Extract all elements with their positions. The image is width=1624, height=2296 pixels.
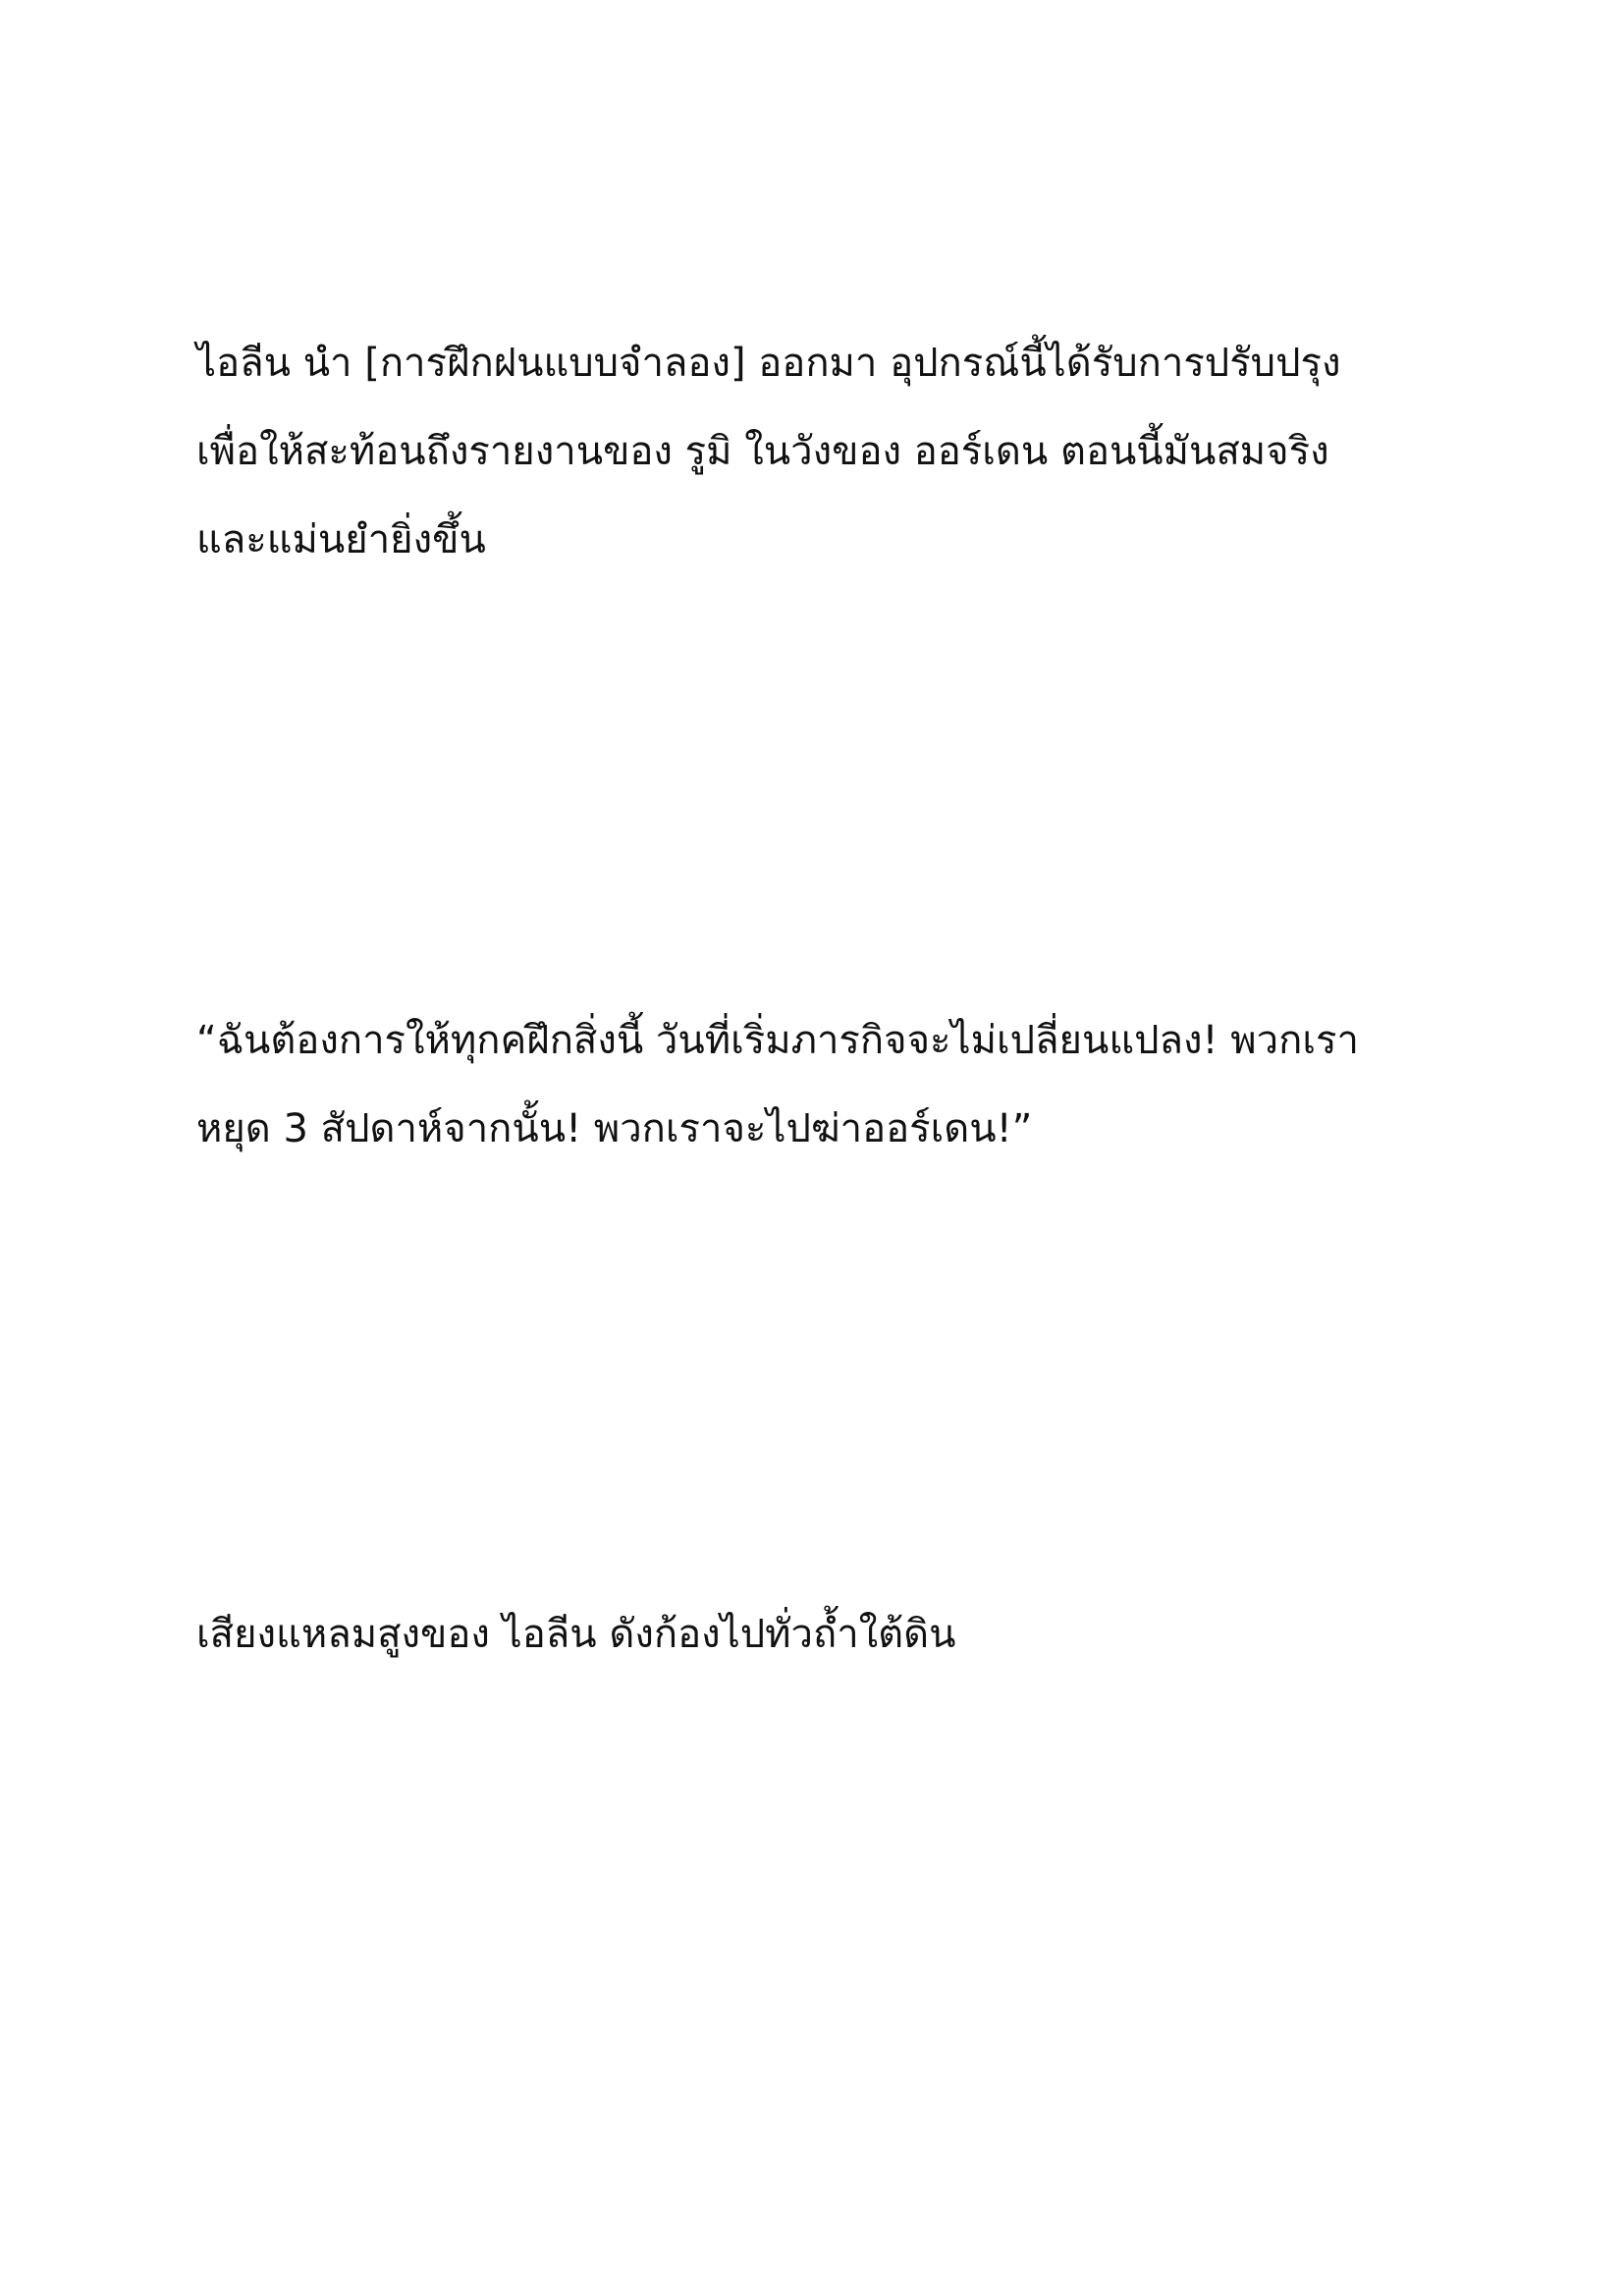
- text-line: เสียงแหลมสูงของ ไอลีน ดังก้องไปทั่วถ้ำใต้ดิน: [196, 1612, 956, 1657]
- text-line: เพื่อให้สะท้อนถึงรายงานของ รูมิ ในวังของ ออร์เดน ตอนนี้มันสมจริง: [196, 429, 1329, 474]
- dialogue-paragraph: [196, 996, 1473, 1173]
- text-line: ไอลีน นำ [การฝึกฝนแบบจำลอง] ออกมา อุปกรณ์นี้ได้รับการปรับปรุง: [196, 341, 1341, 386]
- narration-paragraph: [196, 319, 1473, 584]
- narration-paragraph: [196, 1590, 1473, 1679]
- text-line: “ฉันต้องการให้ทุกคฝึกสิ่งนี้ วันที่เริ่มภารกิจจะไม่เปลี่ยนแปลง! พวกเรา: [196, 1018, 1359, 1063]
- text-line: และแม่นยำยิ่งขึ้น: [196, 517, 486, 562]
- text-line: หยุด 3 สัปดาห์จากนั้น! พวกเราจะไปฆ่าออร์เดน!”: [196, 1106, 1033, 1151]
